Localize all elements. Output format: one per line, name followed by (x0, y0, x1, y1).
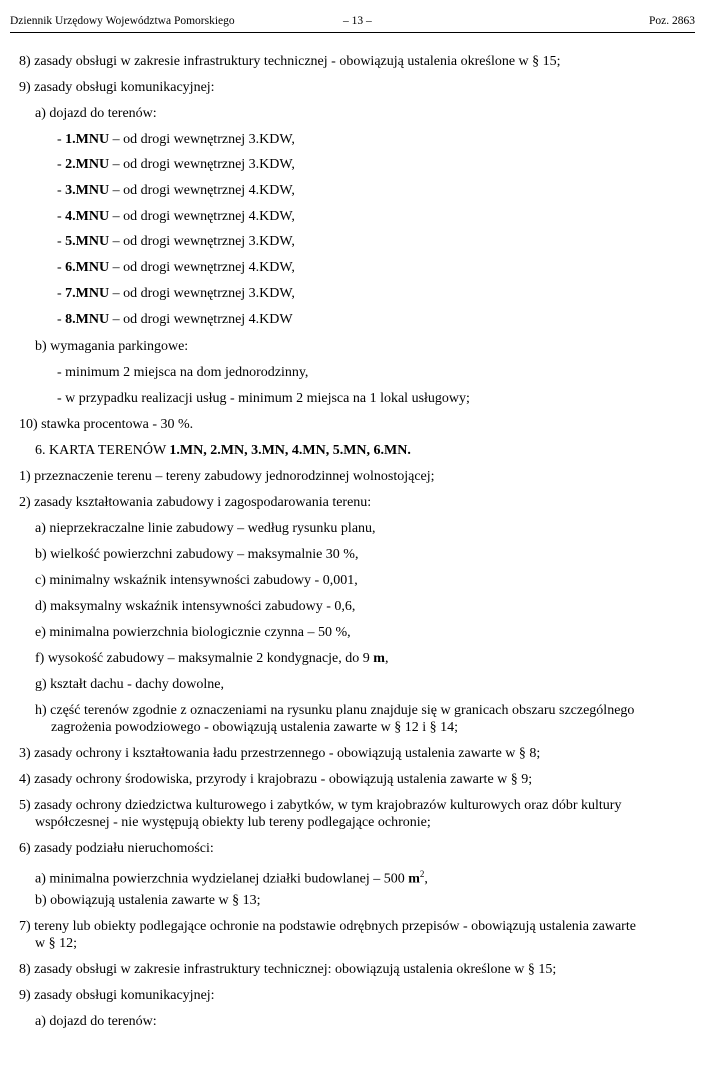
list-item: - minimum 2 miejsca na dom jednorodzinny, (57, 365, 309, 380)
list-item: b) wymagania parkingowe: (35, 339, 189, 354)
list-item: - 1.MNU – od drogi wewnętrznej 3.KDW, (57, 132, 295, 147)
list-item: b) obowiązują ustalenia zawarte w § 13; (35, 893, 261, 908)
list-item: - 7.MNU – od drogi wewnętrznej 3.KDW, (57, 286, 295, 301)
list-item: b) wielkość powierzchni zabudowy – maksymalnie 30 %, (35, 547, 359, 562)
list-item: - 3.MNU – od drogi wewnętrznej 4.KDW, (57, 183, 295, 198)
list-item: h) część terenów zgodnie z oznaczeniami na rysunku planu znajduje się w granicach obszaru szczególnego zagrożenia powodziowego - obowiązują ustalenia zawarte w § 12 i § 14; (35, 703, 635, 735)
paragraph: 8) zasady obsługi w zakresie infrastruktury technicznej - obowiązują ustalenia określone w § 15; (19, 54, 561, 69)
journal-title: Dziennik Urzędowy Województwa Pomorskiego (10, 15, 235, 27)
list-item: - 8.MNU – od drogi wewnętrznej 4.KDW (57, 312, 293, 327)
list-item: c) minimalny wskaźnik intensywności zabudowy - 0,001, (35, 573, 358, 588)
page-header (10, 12, 695, 33)
paragraph: 1) przeznaczenie terenu – tereny zabudowy jednorodzinnej wolnostojącej; (19, 469, 435, 484)
paragraph: 6) zasady podziału nieruchomości: (19, 841, 214, 856)
position-number: Poz. 2863 (649, 15, 695, 27)
paragraph: 4) zasady ochrony środowiska, przyrody i krajobrazu - obowiązują ustalenia zawarte w § 9; (19, 772, 533, 787)
paragraph: 9) zasady obsługi komunikacyjnej: (19, 80, 215, 95)
list-item: - 2.MNU – od drogi wewnętrznej 3.KDW, (57, 157, 295, 172)
list-item: e) minimalna powierzchnia biologicznie czynna – 50 %, (35, 625, 351, 640)
list-item: - w przypadku realizacji usług - minimum 2 miejsca na 1 lokal usługowy; (57, 391, 470, 406)
page-number: – 13 – (343, 15, 372, 27)
paragraph: 10) stawka procentowa - 30 %. (19, 417, 194, 432)
list-item: g) kształt dachu - dachy dowolne, (35, 677, 224, 692)
paragraph: 2) zasady kształtowania zabudowy i zagospodarowania terenu: (19, 495, 372, 510)
list-item: a) dojazd do terenów: (35, 106, 157, 121)
paragraph: 3) zasady ochrony i kształtowania ładu przestrzennego - obowiązują ustalenia zawarte w § 8; (19, 746, 541, 761)
section-heading: 6. KARTA TERENÓW 1.MN, 2.MN, 3.MN, 4.MN, 5.MN, 6.MN. (35, 443, 411, 458)
paragraph: 9) zasady obsługi komunikacyjnej: (19, 988, 215, 1003)
paragraph: 8) zasady obsługi w zakresie infrastruktury technicznej: obowiązują ustalenia określone w § 15; (19, 962, 557, 977)
list-item: f) wysokość zabudowy – maksymalnie 2 kondygnacje, do 9 m, (35, 651, 389, 666)
list-item: a) nieprzekraczalne linie zabudowy – według rysunku planu, (35, 521, 376, 536)
list-item: a) dojazd do terenów: (35, 1014, 157, 1029)
paragraph: 5) zasady ochrony dziedzictwa kulturowego i zabytków, w tym krajobrazów kulturowych oraz dóbr kultury współczesnej - nie występują obiekty lub tereny podlegające ochronie; (19, 798, 622, 830)
list-item: - 5.MNU – od drogi wewnętrznej 3.KDW, (57, 234, 295, 249)
list-item: d) maksymalny wskaźnik intensywności zabudowy - 0,6, (35, 599, 356, 614)
list-item: a) minimalna powierzchnia wydzielanej działki budowlanej – 500 $m^2$, (35, 869, 428, 887)
paragraph: 7) tereny lub obiekty podlegające ochronie na podstawie odrębnych przepisów - obowiązują ustalenia zawarte w § 12; (19, 919, 636, 951)
list-item: - 4.MNU – od drogi wewnętrznej 4.KDW, (57, 209, 295, 224)
list-item: - 6.MNU – od drogi wewnętrznej 4.KDW, (57, 260, 295, 275)
